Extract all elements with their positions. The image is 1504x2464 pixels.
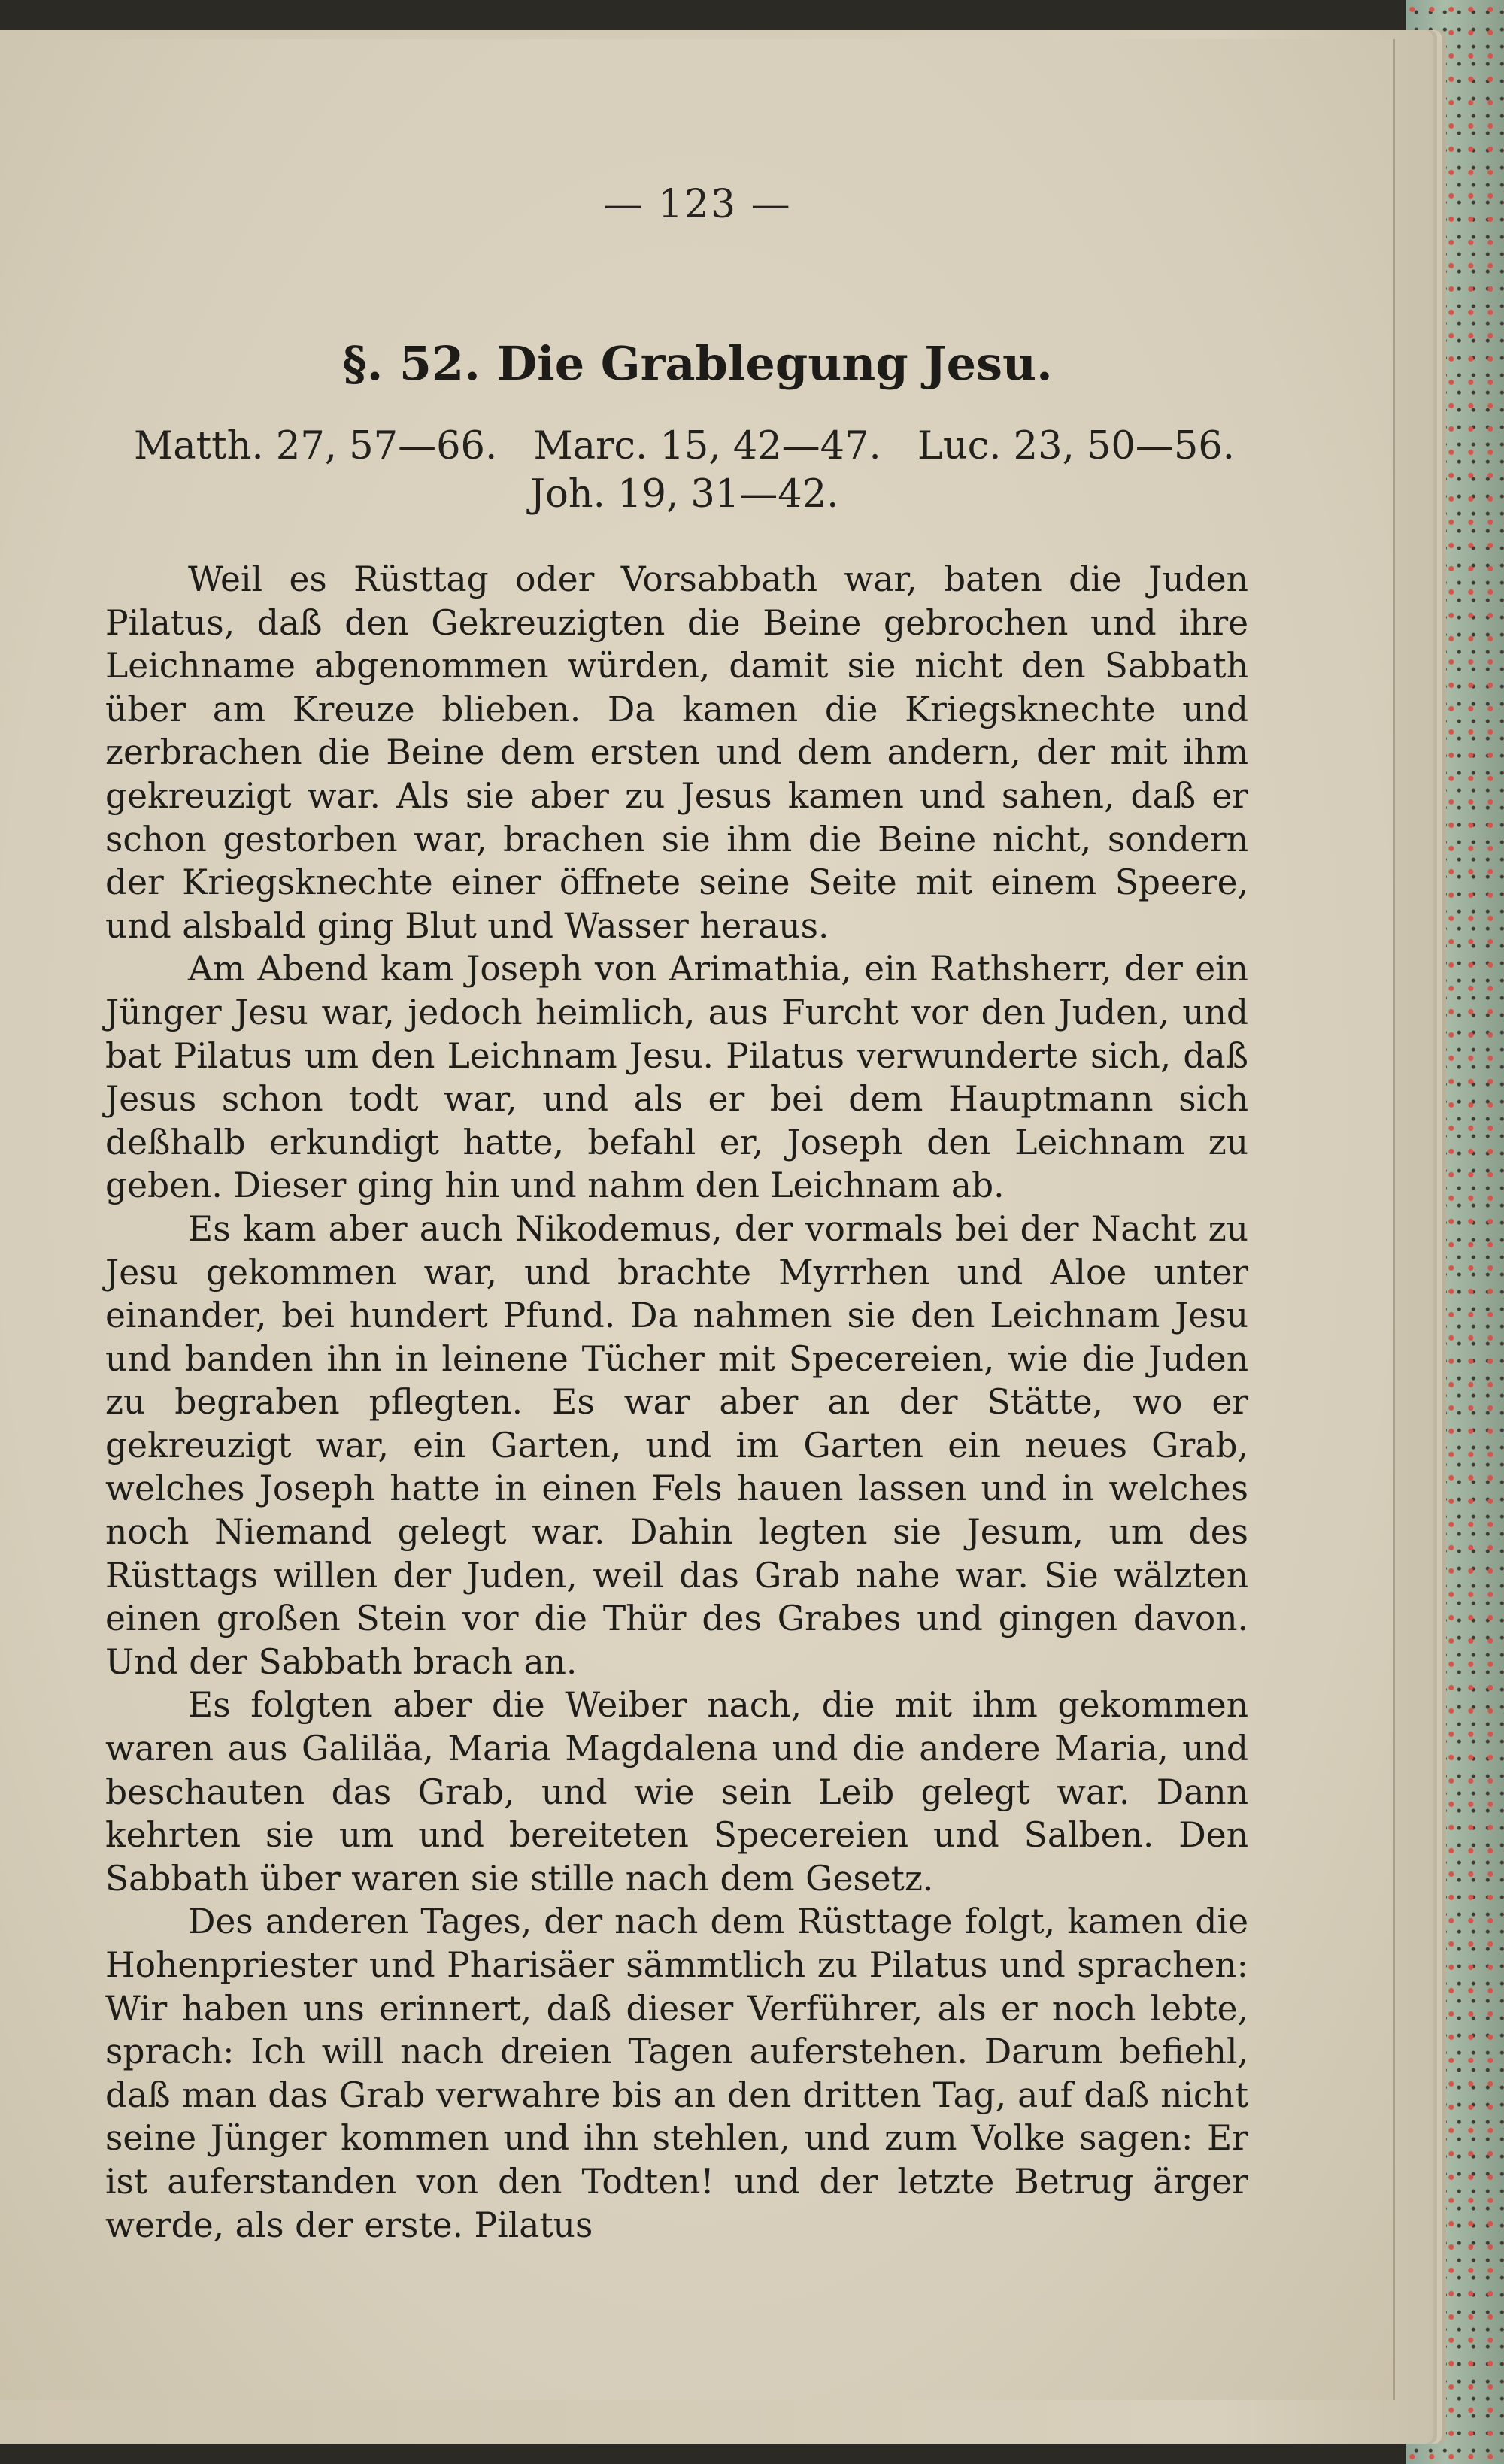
reference-mark: Marc. 15, 42—47. <box>533 424 881 468</box>
reference-luke: Luc. 23, 50—56. <box>917 424 1235 468</box>
body-text <box>105 558 1248 2247</box>
book-page <box>0 39 1395 2400</box>
paragraph: Es kam aber auch Nikodemus, der vormals bei der Nacht zu Jesu gekommen war, und brachte Myrrhen und Aloe unter einander, bei hundert Pfund. Da nahmen sie den Leichnam Jesu und banden ihn in leinene Tücher mit Specereien, wie die Juden zu begraben pflegten. Es war aber an der Stätte, wo er gekreuzigt war, ein Garten, und im Garten ein neues Grab, welches Joseph hatte in einen Fels hauen lassen und in welches noch Niemand gelegt war. Dahin legten sie Jesum, um des Rüsttags willen der Juden, weil das Grab nahe war. Sie wälzten einen großen Stein vor die Thür des Grabes und gingen davon. Und der Sabbath brach an. <box>105 1208 1248 1682</box>
page-number: — 123 — <box>603 182 792 227</box>
paragraph: Es folgten aber die Weiber nach, die mit ihm gekommen waren aus Galiläa, Maria Magdalena und die andere Maria, und beschauten das Grab, und wie sein Leib gelegt war. Dann kehrten sie um und bereiteten Specereien und Salben. Den Sabbath über waren sie stille nach dem Gesetz. <box>105 1685 1248 1899</box>
paragraph: Des anderen Tages, der nach dem Rüsttage folgt, kamen die Hohenpriester und Pharisäer sämmtlich zu Pilatus und sprachen: Wir haben uns erinnert, daß dieser Verführer, als er noch lebte, sprach: Ich will nach dreien Tagen auferstehen. Darum befiehl, daß man das Grab verwahre bis an den dritten Tag, auf daß nicht seine Jünger kommen und ihn stehlen, und zum Volke sagen: Er ist auferstanden von den Todten! und der letzte Betrug ärger werde, als der erste. Pilatus <box>105 1902 1248 2245</box>
scripture-references <box>120 423 1248 519</box>
paragraph: Am Abend kam Joseph von Arimathia, ein Rathsherr, der ein Jünger Jesu war, jedoch heimlich, aus Furcht vor den Juden, und bat Pilatus um den Leichnam Jesu. Pilatus verwunderte sich, daß Jesus schon todt war, und als er bei dem Hauptmann sich deßhalb erkundigt hatte, befahl er, Joseph den Leichnam zu geben. Dieser ging hin und nahm den Leichnam ab. <box>105 949 1248 1206</box>
reference-john: Joh. 19, 31—42. <box>529 472 839 517</box>
reference-matthew: Matth. 27, 57—66. <box>134 424 498 468</box>
section-heading: §. 52. Die Grablegung Jesu. <box>342 336 1053 391</box>
paragraph: Weil es Rüsttag oder Vorsabbath war, baten die Juden Pilatus, daß den Gekreuzigten die Beine gebrochen und ihre Leichname abgenommen würden, damit sie nicht den Sabbath über am Kreuze blieben. Da kamen die Kriegsknechte und zerbrachen die Beine dem ersten und dem andern, der mit ihm gekreuzigt war. Als sie aber zu Jesus kamen und sahen, daß er schon gestorben war, brachen sie ihm die Beine nicht, sondern der Kriegsknechte einer öffnete seine Seite mit einem Speere, und alsbald ging Blut und Wasser heraus. <box>105 559 1248 946</box>
